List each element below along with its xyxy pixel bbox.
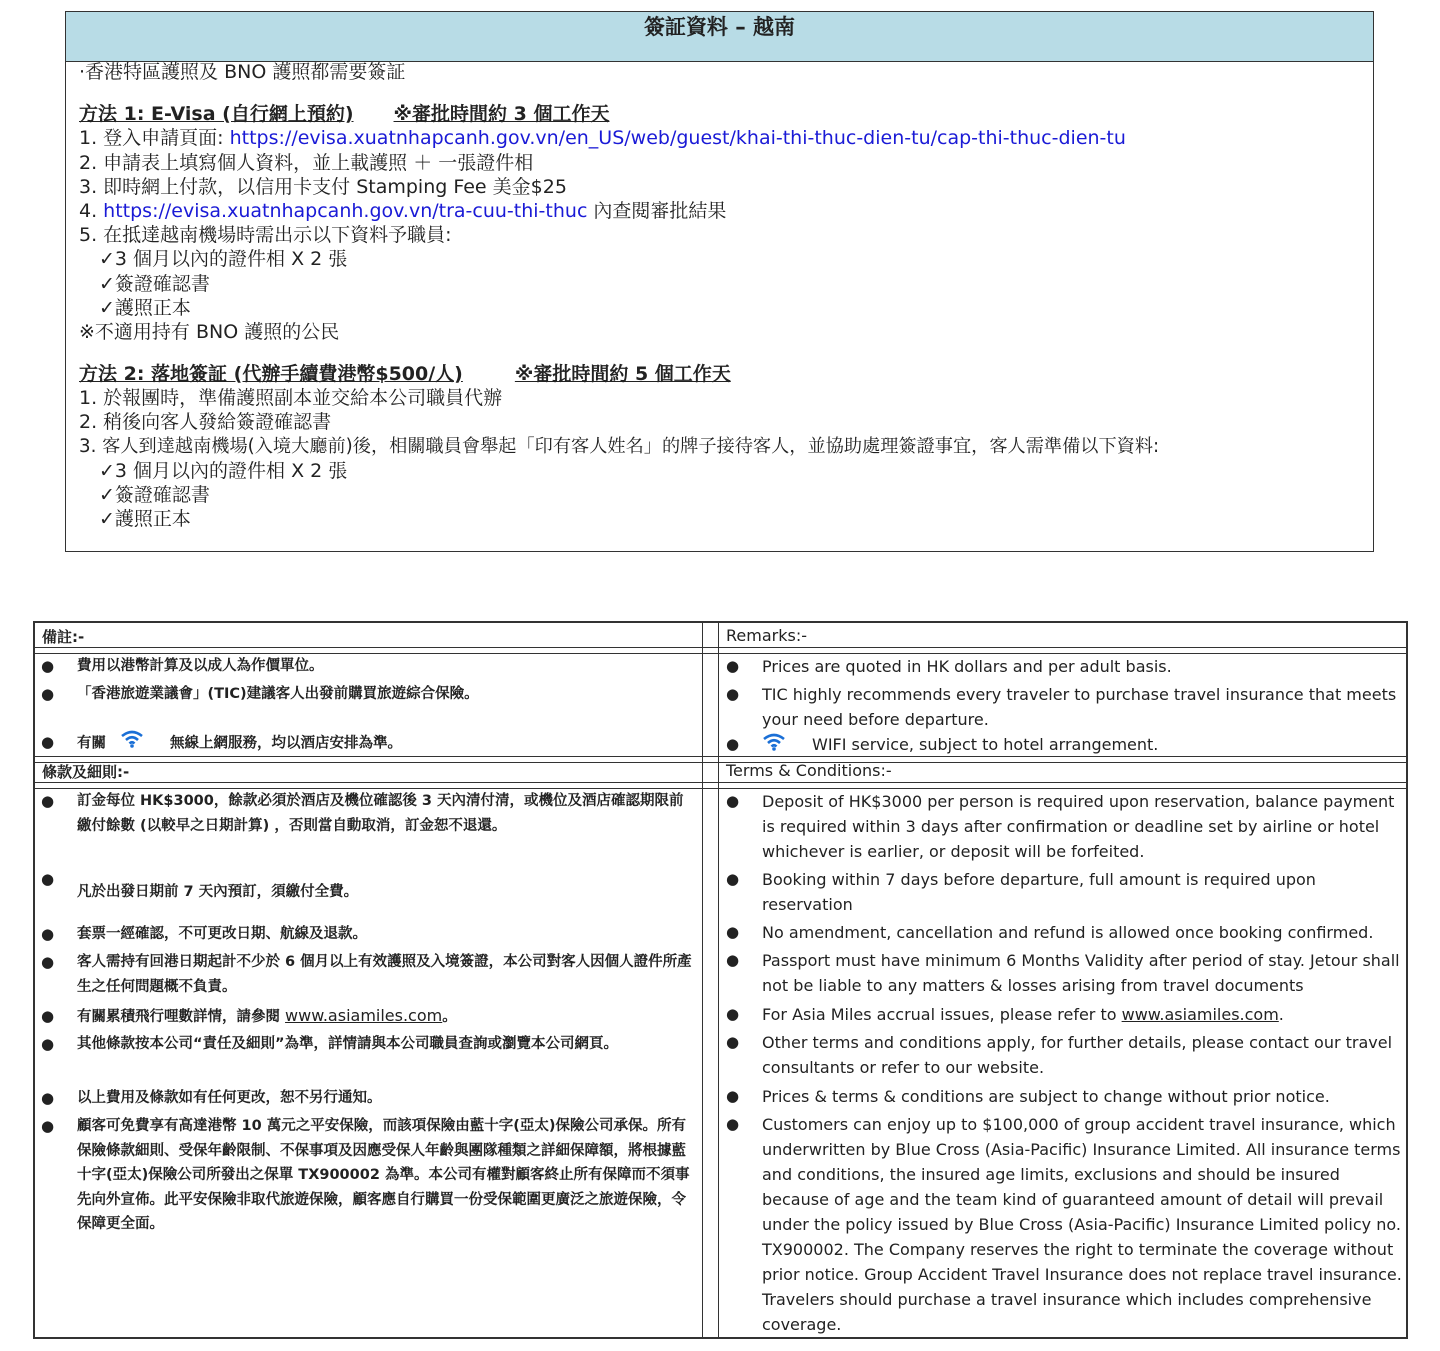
terms-en-header: Terms & Conditions:- <box>726 761 892 780</box>
method1-check-passport: ✓護照正本 <box>99 296 191 319</box>
remarks-header-divider <box>35 647 1406 654</box>
remarks-terms-table <box>33 621 1408 1339</box>
list-item: ● 以上費用及條款如有任何更改，恕不另行通知。 <box>41 1089 382 1107</box>
list-item: ● 凡於出發日期前 7 天內預訂，須繳付全費。 <box>41 870 359 900</box>
wifi-icon <box>120 730 144 757</box>
terms-header-divider <box>35 782 1406 789</box>
method2-check-confirmation: ✓簽證確認書 <box>99 484 210 506</box>
terms-zh-header: 條款及細則:- <box>42 763 130 781</box>
list-item: ● 費用以港幣計算及以成人為作價單位。 <box>41 657 324 675</box>
asiamiles-link-zh[interactable]: www.asiamiles.com <box>285 1006 443 1025</box>
method1-step3: 3. 即時網上付款，以信用卡支付 Stamping Fee 美金$25 <box>79 175 567 198</box>
method2-check-passport: ✓護照正本 <box>99 508 191 531</box>
passport-note: ‧香港特區護照及 BNO 護照都需要簽証 <box>79 61 406 83</box>
list-item: ● 顧客可免費享有高達港幣 10 萬元之平安保險，而該項保險由藍十字(亞太)保險公司承保。所有保險條款細則、受保年齡限制、不保事項及因應受保人年齡與團隊種類之詳細保障額，將根據藍十字(亞太)保險公司所發出之保單 TX900002 為準。本公司有權對顧客終止所有保障而不須事先向外宣佈。此平安保險非取代旅遊保險，顧客應自行購買一份受保範圍更廣泛之旅遊保險，令保障更全面。 <box>41 1117 690 1232</box>
list-item: ● WIFI service, subject to hotel arrangement. <box>720 732 1404 758</box>
method2-heading: 方法 2: 落地簽証 (代辦手續費港幣$500/人) ※審批時間約 5 個工作天 <box>79 363 731 386</box>
method1-step4: 4. https://evisa.xuatnhapcanh.gov.vn/tra-cuu-thi-thuc 內查閱審批結果 <box>79 199 727 222</box>
method1-step5: 5. 在抵達越南機場時需出示以下資料予職員: <box>79 224 452 247</box>
list-item: ● Passport must have minimum 6 Months Validity after period of stay. Jetour shall not be liable to any matters & losses arising from travel documents <box>726 951 1400 995</box>
remarks-zh-header: 備註:- <box>42 628 85 646</box>
evisa-apply-link[interactable]: https://evisa.xuatnhapcanh.gov.vn/en_US/web/guest/khai-thi-thuc-dien-tu/cap-thi-thuc-dien-tu <box>229 127 1126 150</box>
remarks-en-list <box>720 654 1404 758</box>
evisa-check-link[interactable]: https://evisa.xuatnhapcanh.gov.vn/tra-cuu-thi-thuc <box>103 199 588 222</box>
visa-body <box>66 60 1373 531</box>
visa-title: 簽証資料 – 越南 <box>66 12 1373 62</box>
method2-step3: 3. 客人到達越南機場(入境大廳前)後，相關職員會舉起「印有客人姓名」的牌子接待客人，並協助處理簽證事宜，客人需準備以下資料: <box>79 435 1160 457</box>
list-item: ● 客人需持有回港日期起計不少於 6 個月以上有效護照及入境簽證，本公司對客人因個人證件所產生之任何問題概不負責。 <box>41 953 692 995</box>
list-item: ● 有關累積飛行哩數詳情，請參閱 www.asiamiles.com。 <box>41 1006 457 1025</box>
list-item: ● Prices & terms & conditions are subject to change without prior notice. <box>726 1087 1330 1106</box>
list-item: ● Booking within 7 days before departure, full amount is required upon reservation <box>726 870 1316 914</box>
column-divider <box>702 623 719 1337</box>
list-item: ● Other terms and conditions apply, for further details, please contact our travel consultants or refer to our website. <box>726 1033 1393 1077</box>
list-item: ● TIC highly recommends every traveler to purchase travel insurance that meets your need before departure. <box>726 685 1397 729</box>
remarks-en-header: Remarks:- <box>726 626 807 645</box>
list-item: ● Prices are quoted in HK dollars and per adult basis. <box>726 657 1172 676</box>
list-item: ● Customers can enjoy up to $100,000 of group accident travel insurance, which underwritten by Blue Cross (Asia-Pacific) Insurance Limited. All insurance terms and conditions, the insured age limits, exclusions and should be insured because of age and the team kind of guaranteed amount of detail will prevail under the policy issued by Blue Cross (Asia-Pacific) Insurance Limited policy no. TX900002. The Company reserves the right to terminate the coverage without prior notice. Group Accident Travel Insurance does not replace travel insurance. Travelers should purchase a travel insurance which includes comprehensive coverage. <box>726 1115 1402 1334</box>
method1-step1: 1. 登入申請頁面: https://evisa.xuatnhapcanh.gov.vn/en_US/web/guest/khai-thi-thuc-dien-tu/cap-thi-thuc-dien-tu <box>79 127 1126 150</box>
wifi-icon <box>762 733 786 758</box>
asiamiles-link-en[interactable]: www.asiamiles.com <box>1121 1005 1279 1024</box>
visa-info-box <box>65 11 1374 552</box>
method1-check-photo: ✓3 個月以內的證件相 X 2 張 <box>99 248 348 271</box>
method1-heading: 方法 1: E-Visa (自行網上預約) ※審批時間約 3 個工作天 <box>79 103 610 126</box>
list-item: ● 訂金每位 HK$3000，餘款必須於酒店及機位確認後 3 天內清付清，或機位及酒店確認期限前繳付餘數 (以較早之日期計算) ，否則當自動取消，訂金恕不退還。 <box>41 792 684 834</box>
list-item: ● 套票一經確認，不可更改日期、航線及退款。 <box>41 925 367 943</box>
terms-en-list <box>720 789 1404 1337</box>
list-item: ● 其他條款按本公司“責任及細則”為準，詳情請與本公司職員查詢或瀏覽本公司網頁。 <box>41 1035 619 1053</box>
method1-footnote: ※不適用持有 BNO 護照的公民 <box>79 320 340 343</box>
method2-check-photo: ✓3 個月以內的證件相 X 2 張 <box>99 459 348 482</box>
list-item: ● 「香港旅遊業議會」(TIC)建議客人出發前購買旅遊綜合保險。 <box>41 685 479 703</box>
method1-step2: 2. 申請表上填寫個人資料，並上載護照 ＋ 一張證件相 <box>79 151 534 174</box>
method2-step1: 1. 於報團時，準備護照副本並交給本公司職員代辦 <box>79 387 503 410</box>
list-item: ● 有關 無線上網服務，均以酒店安排為準。 <box>35 730 697 757</box>
method2-step2: 2. 稍後向客人發給簽證確認書 <box>79 411 332 434</box>
list-item: ● No amendment, cancellation and refund is allowed once booking confirmed. <box>726 923 1374 942</box>
list-item: ● Deposit of HK$3000 per person is required upon reservation, balance payment is required within 3 days after confirmation or deadline set by airline or hotel whichever is earlier, or deposit will be forfeited. <box>726 792 1395 861</box>
remarks-zh-list <box>35 654 697 757</box>
terms-zh-list <box>35 789 697 1237</box>
method1-check-confirmation: ✓簽證確認書 <box>99 272 210 295</box>
list-item: ● For Asia Miles accrual issues, please refer to www.asiamiles.com. <box>726 1005 1284 1024</box>
